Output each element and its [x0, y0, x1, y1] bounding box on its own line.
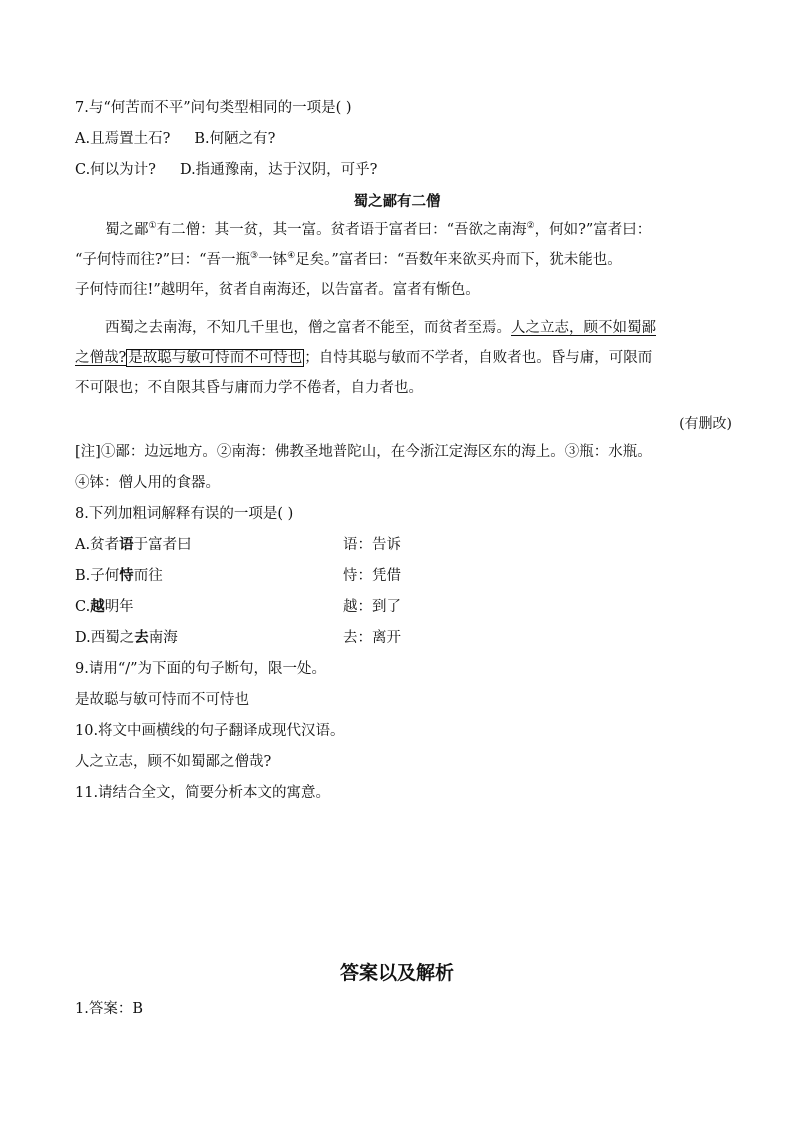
q8-gloss-a: 语：告诉 [343, 537, 401, 553]
notes-row-1: [注]①鄙：边远地方。②南海：佛教圣地普陀山，在今浙江定海区东的海上。③瓶：水瓶。 [75, 444, 652, 460]
q10-stem: 10.将文中画横线的句子翻译成现代汉语。 [75, 723, 345, 739]
p1-row-3: 子何恃而往!”越明年，贫者自南海还，以告富者。富者有惭色。 [75, 282, 480, 298]
q10-sentence: 人之立志，顾不如蜀鄙之僧哉? [75, 754, 272, 770]
p2-row-1: 西蜀之去南海，不知几千里也，僧之富者不能至，而贫者至焉。人之立志，顾不如蜀鄙 [105, 320, 656, 336]
p1-row-2: “子何恃而往?”曰：“吾一瓶③一钵④足矣。”富者曰：“吾数年来欲买舟而下，犹未能也。 [75, 251, 622, 268]
q8-gloss-b: 恃：凭借 [343, 568, 401, 584]
note-ref-4: ④ [287, 251, 296, 262]
underlined-sentence-part1: 人之立志，顾不如蜀鄙 [511, 320, 656, 336]
q8-gloss-d: 去：离开 [343, 630, 401, 646]
p1-row-1: 蜀之鄙①有二僧：其一贫，其一富。贫者语于富者曰：“吾欲之南海②，何如?”富者曰： [105, 221, 652, 238]
underlined-sentence-part2: 之僧哉? [75, 350, 127, 366]
q7-options-row2 [75, 160, 377, 180]
notes-row-2: ④钵：僧人用的食器。 [75, 475, 220, 491]
q7-option-d: D.指通豫南，达于汉阴，可乎? [179, 162, 378, 178]
note-ref-2: ② [526, 221, 535, 232]
q7-options-row1 [75, 129, 275, 149]
q7-option-a: A.且焉置土石? [75, 131, 171, 147]
answers-title: 答案以及解析 [339, 962, 454, 984]
passage-title: 蜀之鄙有二僧 [353, 193, 441, 210]
q8-option-b: B.子何恃而往 恃：凭借 [75, 567, 401, 584]
passage-paragraph-1 [75, 215, 725, 305]
passage-source: (有删改) [679, 416, 732, 432]
note-ref-1: ① [148, 221, 157, 232]
boxed-sentence: 是故聪与敏可恃而不可恃也 [128, 350, 303, 366]
p2-row-2: 之僧哉? 是故聪与敏可恃而不可恃也 ；自恃其聪与敏而不学者，自败者也。昏与庸，可限而 [75, 350, 653, 366]
bold-word: 去 [134, 629, 149, 646]
q7-option-b: B.何陋之有? [194, 131, 276, 147]
bold-word: 恃 [119, 567, 134, 584]
q8-stem: 8.下列加粗词解释有误的一项是( ) [75, 506, 294, 522]
bold-word: 语 [119, 536, 134, 553]
answer-1: 1.答案：B [75, 1001, 143, 1017]
q8-gloss-c: 越：到了 [343, 599, 401, 615]
passage-paragraph-2 [75, 313, 725, 403]
p2-row-3: 不可限也；不自限其昏与庸而力学不倦者，自力者也。 [75, 380, 423, 396]
q8-option-c: C.越明年 越：到了 [75, 598, 401, 615]
bold-word: 越 [90, 598, 105, 615]
note-ref-3: ③ [250, 251, 259, 262]
q8-option-d: D.西蜀之去南海 去：离开 [75, 629, 401, 646]
q11-stem: 11.请结合全文，简要分析本文的寓意。 [75, 785, 331, 801]
q7-stem: 7.与“何苦而不平”问句类型相同的一项是( ) [75, 100, 352, 116]
q9-stem: 9.请用“/”为下面的句子断句，限一处。 [75, 661, 327, 677]
q7-option-c: C.何以为计? [75, 162, 156, 178]
q9-sentence: 是故聪与敏可恃而不可恃也 [75, 692, 249, 708]
q8-option-a: A.贫者语于富者曰 语：告诉 [75, 536, 401, 553]
